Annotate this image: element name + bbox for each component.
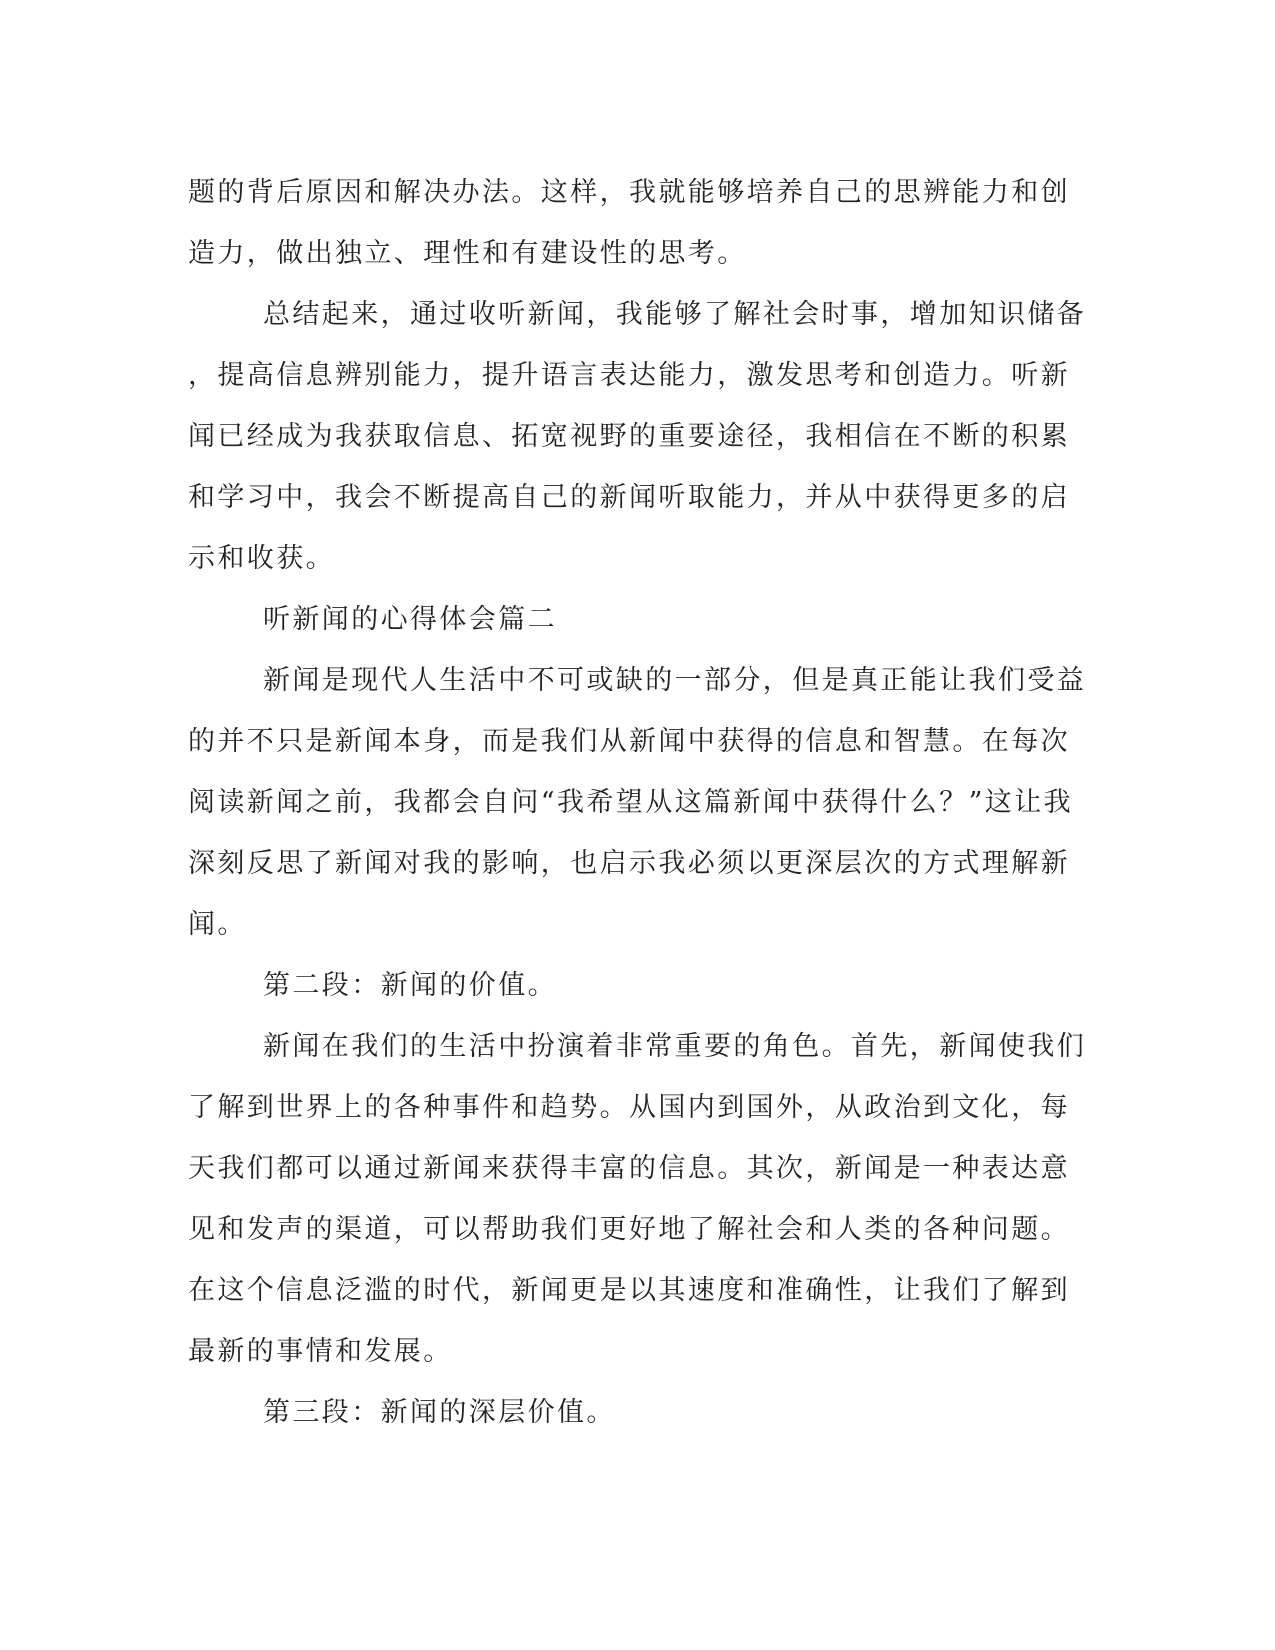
paragraph-line: 示和收获。: [188, 543, 335, 574]
paragraph-line: 和学习中，我会不断提高自己的新闻听取能力，并从中获得更多的启: [188, 482, 1070, 513]
document-body: [188, 162, 1087, 1443]
paragraph-line: 在这个信息泛滥的时代，新闻更是以其速度和准确性，让我们了解到: [188, 1275, 1070, 1306]
paragraph-line: 新闻是现代人生活中不可或缺的一部分，但是真正能让我们受益: [263, 665, 1087, 696]
paragraph-line: 闻。: [188, 909, 247, 940]
paragraph-line: 见和发声的渠道，可以帮助我们更好地了解社会和人类的各种问题。: [188, 1214, 1070, 1245]
paragraph-line: 题的背后原因和解决办法。这样，我就能够培养自己的思辨能力和创: [188, 177, 1070, 208]
paragraph-line: ，提高信息辨别能力，提升语言表达能力，激发思考和创造力。听新: [188, 360, 1070, 391]
paragraph-line: 总结起来，通过收听新闻，我能够了解社会时事，增加知识储备: [263, 299, 1087, 330]
paragraph-line: 闻已经成为我获取信息、拓宽视野的重要途径，我相信在不断的积累: [188, 421, 1070, 452]
paragraph-line: 造力，做出独立、理性和有建设性的思考。: [188, 238, 747, 269]
section-heading: 第二段：新闻的价值。: [263, 970, 557, 1001]
paragraph-line: 的并不只是新闻本身，而是我们从新闻中获得的信息和智慧。在每次: [188, 726, 1070, 757]
paragraph-line: 最新的事情和发展。: [188, 1336, 453, 1367]
paragraph-line: 了解到世界上的各种事件和趋势。从国内到国外，从政治到文化，每: [188, 1092, 1070, 1123]
paragraph-line: 深刻反思了新闻对我的影响，也启示我必须以更深层次的方式理解新: [188, 848, 1070, 879]
section-heading: 第三段：新闻的深层价值。: [263, 1397, 616, 1428]
paragraph-line: 天我们都可以通过新闻来获得丰富的信息。其次，新闻是一种表达意: [188, 1153, 1070, 1184]
paragraph-line: 新闻在我们的生活中扮演着非常重要的角色。首先，新闻使我们: [263, 1031, 1087, 1062]
section-heading: 听新闻的心得体会篇二: [263, 604, 557, 635]
paragraph-line: 阅读新闻之前，我都会自问“我希望从这篇新闻中获得什么？”这让我: [188, 787, 1074, 818]
